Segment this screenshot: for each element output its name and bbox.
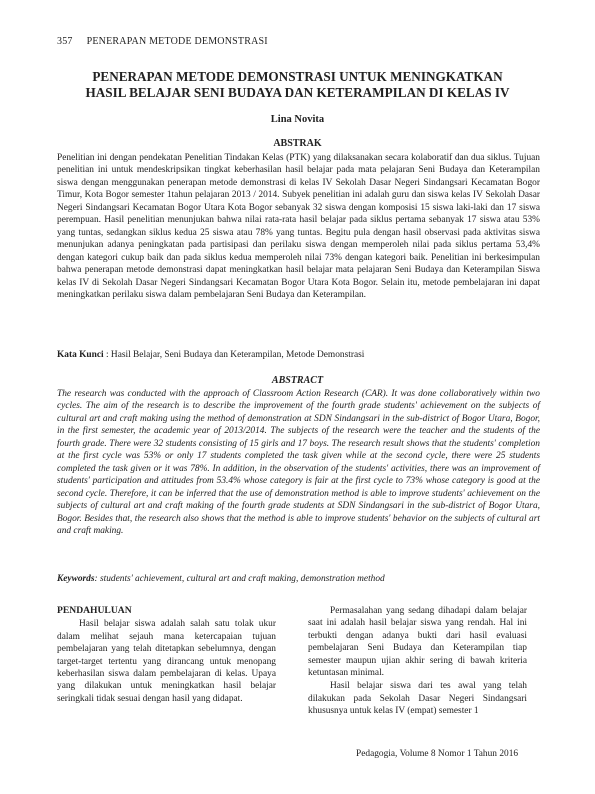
intro-paragraph-1: Hasil belajar siswa adalah salah satu tolak ukur dalam melihat sejauh mana ketercapaian tujuan pembelajaran yang telah ditetapkan sebelumnya, dengan target-target tertentu yang dirancang untuk menopang keberhasilan siswa dalam pembelajaran di kelas. Upaya yang dilakukan untuk meningkatkan hasil belajar seringkali tidak sesuai dengan hasil yang didapat. (57, 619, 276, 704)
keywords-label: Keywords (57, 574, 95, 584)
intro-paragraph-3: Hasil belajar siswa dari tes awal yang telah dilakukan pada Sekolah Dasar Negeri Sindangsari khususnya untuk kelas IV (empat) semester 1 (308, 681, 527, 717)
left-column (57, 605, 276, 705)
keywords (57, 574, 540, 584)
kata-kunci-label: Kata Kunci (57, 350, 104, 360)
author-name: Lina Novita (270, 114, 325, 125)
abstract-heading: ABSTRACT (271, 375, 324, 386)
paper-title (40, 69, 555, 101)
kata-kunci (57, 350, 540, 360)
right-column (308, 605, 527, 718)
journal-footer: Pedagogia, Volume 8 Nomor 1 Tahun 2016 (356, 749, 519, 759)
paper-title-line-1: PENERAPAN METODE DEMONSTRASI UNTUK MENINGKATKAN (92, 69, 503, 84)
abstract-body: The research was conducted with the approach of Classroom Action Research (CAR). It was done collaboratively within two cycles. The aim of the research is to describe the improvement of the fourth grade students' achievement on the subjects of cultural art and craft making using the method of demonstration at SDN Sindangsari in the sub-district of Bogor Utara, Bogor, in the first semester, the academic year of 2013/2014. The subjects of the research were the teacher and the students of the fourth grade. There were 32 students consisting of 15 girls and 17 boys. The research result shows that the students' completion at the first cycle was 53% or only 17 students completed the task given while at the second cycle, there were 25 students completed the task given or it was 78%. In addition, in the observation of the students' activities, there was an improvement of students' participation and attitudes from 53.4% whose category is fair at the first cycle to 73% whose category is good at the second cycle. Therefore, it can be inferred that the use of demonstration method is able to improve students' achievement on the subjects of cultural art and craft making of the fourth grade students at SDN Sindangsari in the sub-district of Bogor Utara, Bogor. Besides that, the research also shows that the method is able to improve students' behavior on the subjects of cultural art and craft making. (57, 389, 540, 536)
running-header (57, 36, 268, 47)
page-number: 357 (57, 36, 73, 47)
kata-kunci-text: : Hasil Belajar, Seni Budaya dan Keterampilan, Metode Demonstrasi (103, 350, 365, 360)
abstrak-heading: ABSTRAK (273, 138, 322, 149)
intro-paragraph-2: Permasalahan yang sedang dihadapi dalam belajar saat ini adalah hasil belajar siswa yang rendah. Hal ini terbukti dengan adanya bukti dari hasil evaluasi pembelajaran Seni Budaya dan Keterampilan tiap semester maupun ujian akhir sering di bawah kriteria ketuntasan minimal. (308, 606, 527, 679)
abstrak-body: Penelitian ini dengan pendekatan Penelitian Tindakan Kelas (PTK) yang dilaksanakan secara kolaboratif dan dua siklus. Tujuan penelitian ini untuk mendeskripsikan tingkat keberhasilan hasil belajar pada mata pelajaran Seni Budaya dan Keterampilan siswa dengan menggunakan penerapan metode demonstrasi di kelas IV Sekolah Dasar Negeri Sindangsari Kecamatan Bogor Timur, Kota Bogor semester 1tahun pelajaran 2013 / 2014. Subyek penelitian ini adalah guru dan siswa kelas IV Sekolah Dasar Negeri Sindangsari Kecamatan Bogor Utara Kota Bogor sebanyak 32 siswa dengan komposisi 15 siswa laki-laki dan 17 siswa perempuan. Hasil penelitian menunjukan bahwa nilai rata-rata hasil belajar pada siklus pertama sebanyak 17 siswa atau 53% yang tuntas, sedangkan siklus kedua 25 siswa atau 78% yang tuntas. Begitu pula dengan hasil observasi pada aktivitas siswa menunjukan adanya peningkatan pada partisipasi dan perilaku siswa dengan memperoleh nilai pada siklus pertama 53,4% dengan kategori cukup baik dan pada siklus kedua memperoleh nilai 73% dengan kategori baik. Penelitian ini berkesimpulan bahwa penerapan metode demonstrasi dapat meningkatkan hasil belajar mata pelajaran Seni Budaya dan Keterampilan Siswa kelas IV di Sekolah Dasar Negeri Sindangsari Kecamatan Bogor Utara Kota Bogor. Selain itu, metode pembelajaran ini dapat meningkatkan perilaku siswa dalam pembelajaran Seni Budaya dan Keterampilan. (57, 153, 540, 300)
paper-title-line-2: HASIL BELAJAR SENI BUDAYA DAN KETERAMPILAN DI KELAS IV (85, 85, 510, 100)
keywords-text: : students' achievement, cultural art and craft making, demonstration method (94, 574, 385, 584)
running-title: PENERAPAN METODE DEMONSTRASI (86, 36, 268, 47)
section-heading-pendahuluan: PENDAHULUAN (57, 605, 132, 616)
